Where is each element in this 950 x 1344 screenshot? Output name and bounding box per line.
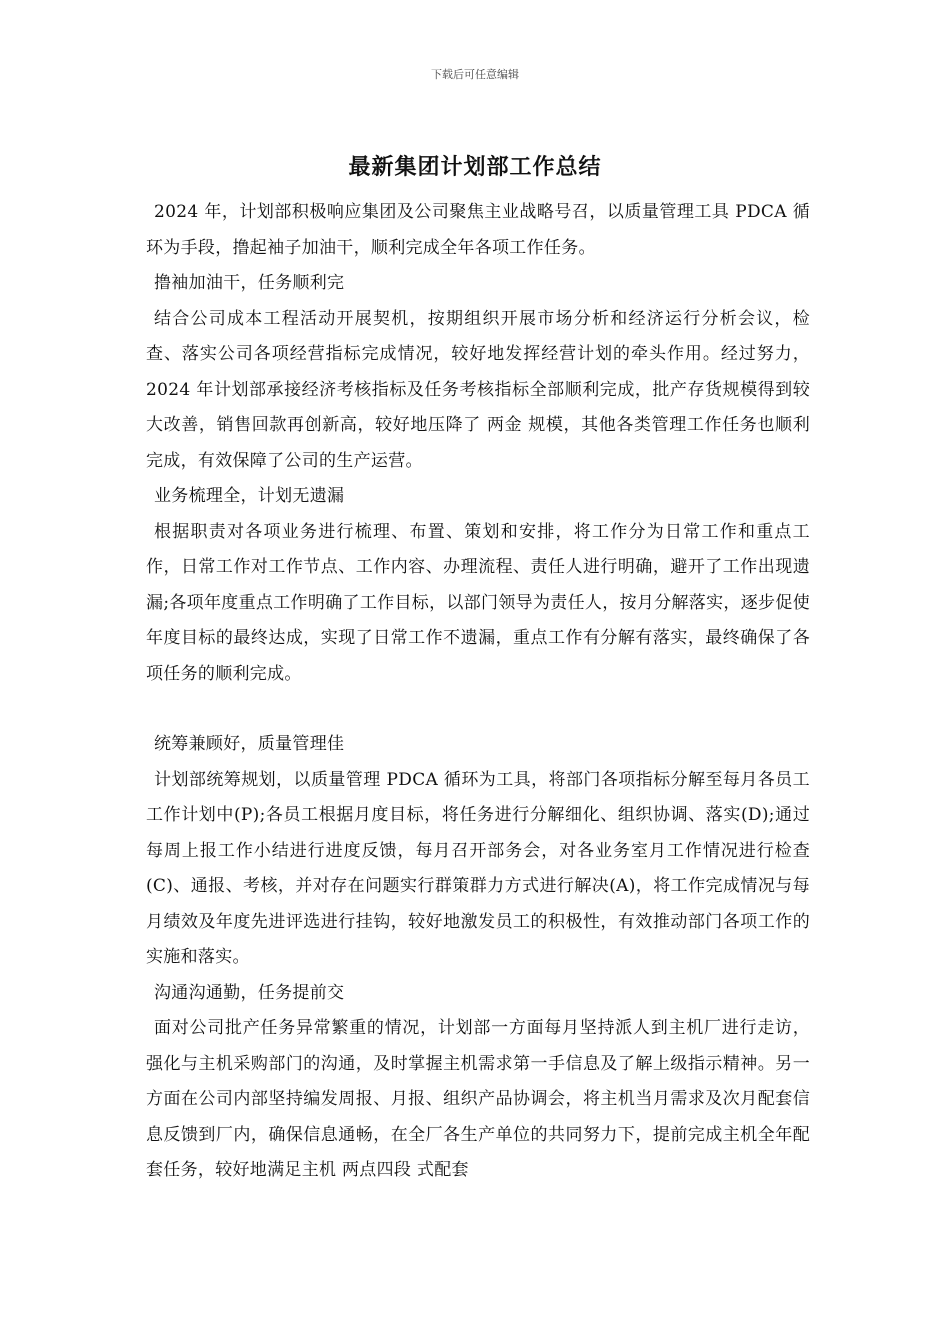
section-body-2: 根据职责对各项业务进行梳理、布置、策划和安排，将工作分为日常工作和重点工作，日常工作对工作节点、工作内容、办理流程、责任人进行明确，避开了工作出现遗漏;各项年度重点工作明确了工作目标，以部门领导为责任人，按月分解落实，逐步促使年度目标的最终达成，实现了日常工作不遗漏，重点工作有分解有落实，最终确保了各项任务的顺利完成。 bbox=[146, 521, 810, 684]
section-heading-2: 业务梳理全，计划无遗漏 bbox=[154, 486, 345, 506]
section-body-4: 面对公司批产任务异常繁重的情况，计划部一方面每月坚持派人到主机厂进行走访，强化与主机采购部门的沟通，及时掌握主机需求第一手信息及了解上级指示精神。另一方面在公司内部坚持编发周报、月报、组织产品协调会，将主机当月需求及次月配套信息反馈到厂内，确保信息通畅，在全厂各生产单位的共同努力下，提前完成主机全年配套任务，较好地满足主机 两点四段 式配套 bbox=[146, 1018, 810, 1180]
section-body-1: 结合公司成本工程活动开展契机，按期组织开展市场分析和经济运行分析会议，检查、落实公司各项经营指标完成情况，较好地发挥经营计划的牵头作用。经过努力，2024 年计划部承接经济考核指标及任务考核指标全部顺利完成，批产存货规模得到较大改善，销售回款再创新高，较好地压降了 两金 规模，其他各类管理工作任务也顺利完成，有效保障了公司的生产运营。 bbox=[146, 308, 810, 471]
section-heading-4: 沟通沟通勤，任务提前交 bbox=[154, 982, 345, 1003]
document-body bbox=[146, 195, 810, 1189]
page-header-note: 下载后可任意编辑 bbox=[431, 68, 519, 81]
section-heading-1: 撸袖加油干，任务顺利完 bbox=[154, 273, 345, 293]
section-heading-3: 统筹兼顾好，质量管理佳 bbox=[154, 734, 345, 754]
intro-paragraph: 2024 年，计划部积极响应集团及公司聚焦主业战略号召，以质量管理工具 PDCA 循环为手段，撸起袖子加油干，顺利完成全年各项工作任务。 bbox=[146, 202, 810, 258]
section-body-3: 计划部统筹规划，以质量管理 PDCA 循环为工具，将部门各项指标分解至每月各员工工作计划中(P);各员工根据月度目标，将任务进行分解细化、组织协调、落实(D);通过每周上报工作小结进行进度反馈，每月召开部务会，对各业务室月工作情况进行检查(C)、通报、考核，并对存在问题实行群策群力方式进行解决(A)，将工作完成情况与每月绩效及年度先进评选进行挂钩，较好地激发员工的积极性，有效推动部门各项工作的实施和落实。 bbox=[146, 769, 810, 967]
document-title: 最新集团计划部工作总结 bbox=[348, 155, 602, 180]
